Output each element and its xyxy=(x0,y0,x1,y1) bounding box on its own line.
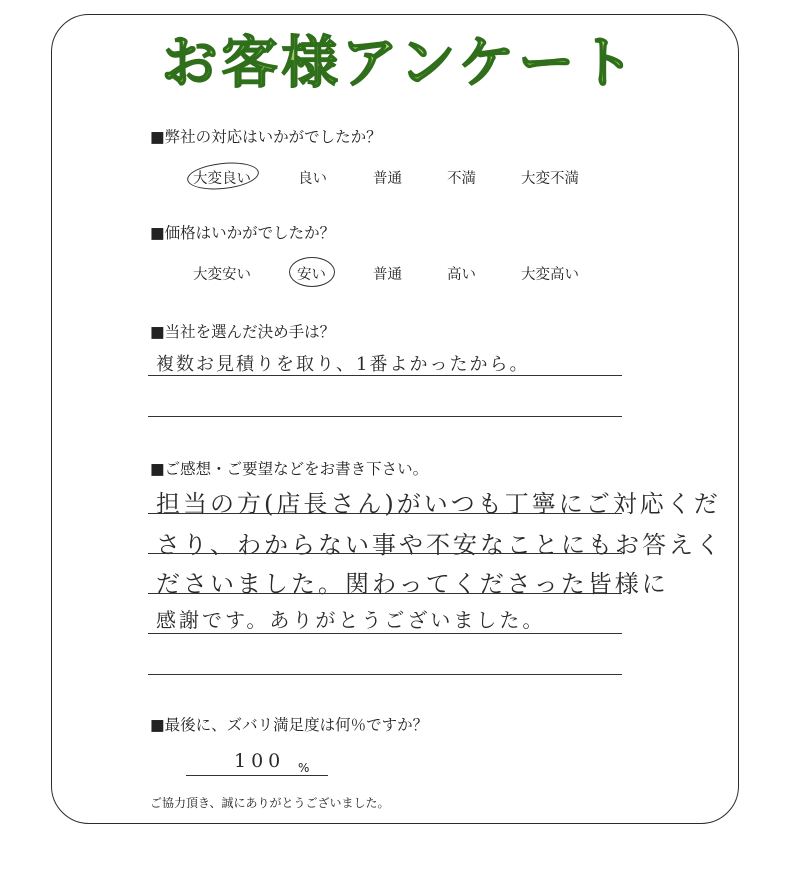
question-price: ■価格はいかがでしたか？ xyxy=(150,224,336,242)
option-price-cheap[interactable]: 安い xyxy=(297,267,326,283)
answer-line xyxy=(148,553,622,554)
answer-line xyxy=(148,633,622,634)
option-service-very-good[interactable]: 大変良い xyxy=(193,171,251,187)
answer-line xyxy=(148,375,622,376)
question-satisfaction: ■最後に、ズバリ満足度は何％ですか？ xyxy=(150,716,429,734)
option-service-good[interactable]: 良い xyxy=(298,171,327,187)
option-service-normal[interactable]: 普通 xyxy=(373,171,402,187)
answer-comments-line-3: ださいました。関わってくださった皆様に xyxy=(156,570,669,598)
answer-line xyxy=(148,593,622,594)
survey-title xyxy=(0,18,800,98)
question-service: ■弊社の対応はいかがでしたか？ xyxy=(150,128,382,146)
answer-comments-line-2: さり、わからない事や不安なことにもお答えく xyxy=(156,531,723,559)
question-deciding-factor: ■当社を選んだ決め手は？ xyxy=(150,323,336,341)
option-service-dissatisfied[interactable]: 不満 xyxy=(447,171,476,187)
answer-deciding-factor: 複数お見積りを取り、1番よかったから。 xyxy=(156,354,530,375)
answer-comments-line-1: 担当の方(店長さん)がいつも丁寧にご対応くだ xyxy=(156,490,721,518)
satisfaction-value: 100 xyxy=(234,750,286,772)
answer-line xyxy=(148,513,622,514)
question-comments: ■ご感想・ご要望などをお書き下さい。 xyxy=(150,460,429,478)
answer-comments-line-4: 感謝です。ありがとうございました。 xyxy=(156,608,546,632)
closing-message: ご協力頂き、誠にありがとうございました。 xyxy=(150,796,390,810)
answer-line xyxy=(148,416,622,417)
satisfaction-unit: % xyxy=(298,761,310,775)
option-price-very-cheap[interactable]: 大変安い xyxy=(193,267,251,283)
satisfaction-answer-line xyxy=(186,775,328,776)
option-price-normal[interactable]: 普通 xyxy=(373,267,402,283)
option-price-very-expensive[interactable]: 大変高い xyxy=(521,267,579,283)
survey-title-text: お客様アンケート xyxy=(161,31,639,96)
option-service-very-dissatisfied[interactable]: 大変不満 xyxy=(521,171,579,187)
option-price-expensive[interactable]: 高い xyxy=(447,267,476,283)
answer-line xyxy=(148,674,622,675)
